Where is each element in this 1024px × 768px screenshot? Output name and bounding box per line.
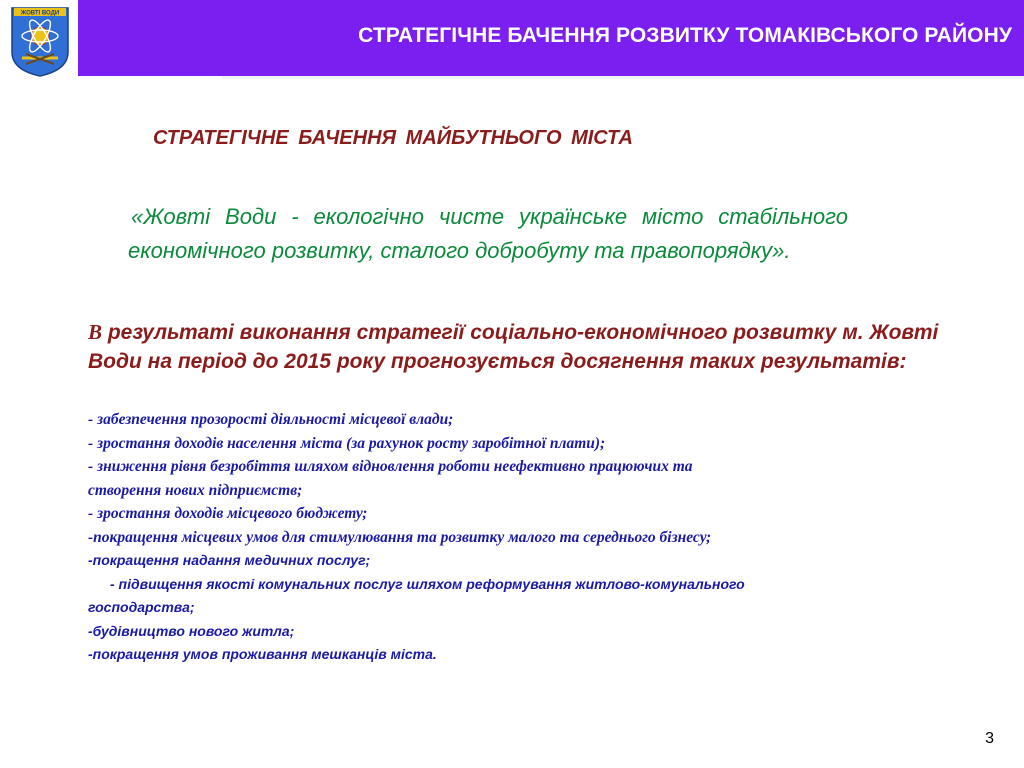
results-intro-text: результаті виконання стратегії соціально-економічного розвитку м. Жовті Води на період до 2015 року прогнозується досягнення таких результатів: [88,321,939,373]
list-item: - зростання доходів місцевого бюджету; [88,505,368,522]
list-item: господарства; [88,599,195,615]
city-crest-icon [8,2,72,78]
list-item: створення нових підприємств; [88,481,303,499]
section-subtitle: СТРАТЕГІЧНЕ БАЧЕННЯ МАЙБУТНЬОГО МІСТА [153,127,633,149]
header-divider [222,76,1024,79]
header-bar [78,0,1024,76]
list-item: - підвищення якості комунальних послуг шляхом реформування житлово-комунального [110,575,745,592]
slide-number: 3 [985,730,994,747]
list-item: -будівництво нового житла; [88,622,295,639]
list-item: - забезпечення прозорості діяльності місцевої влади; [88,411,454,428]
results-intro-initial: В [88,320,103,344]
list-item: - зростання доходів населення міста (за рахунок росту заробітної плати); [88,434,606,452]
list-item: - зниження рівня безробіття шляхом відновлення роботи неефективно працюючих та [88,458,693,475]
list-item: -покращення місцевих умов для стимулювання та розвитку малого та середнього бізнесу; [88,528,712,546]
list-item: -покращення надання медичних послуг; [88,552,371,568]
results-list [88,408,988,667]
crest-text: ЖОВТІ ВОДИ [20,10,60,17]
list-item: -покращення умов проживання мешканців міста. [88,646,437,662]
results-intro [88,318,968,376]
page-title: СТРАТЕГІЧНЕ БАЧЕННЯ РОЗВИТКУ ТОМАКІВСЬКОГО РАЙОНУ [358,24,1012,47]
vision-statement: «Жовті Води - екологічно чисте українське місто стабільного економічного розвитку, сталого добробуту та правопорядку». [128,204,848,263]
